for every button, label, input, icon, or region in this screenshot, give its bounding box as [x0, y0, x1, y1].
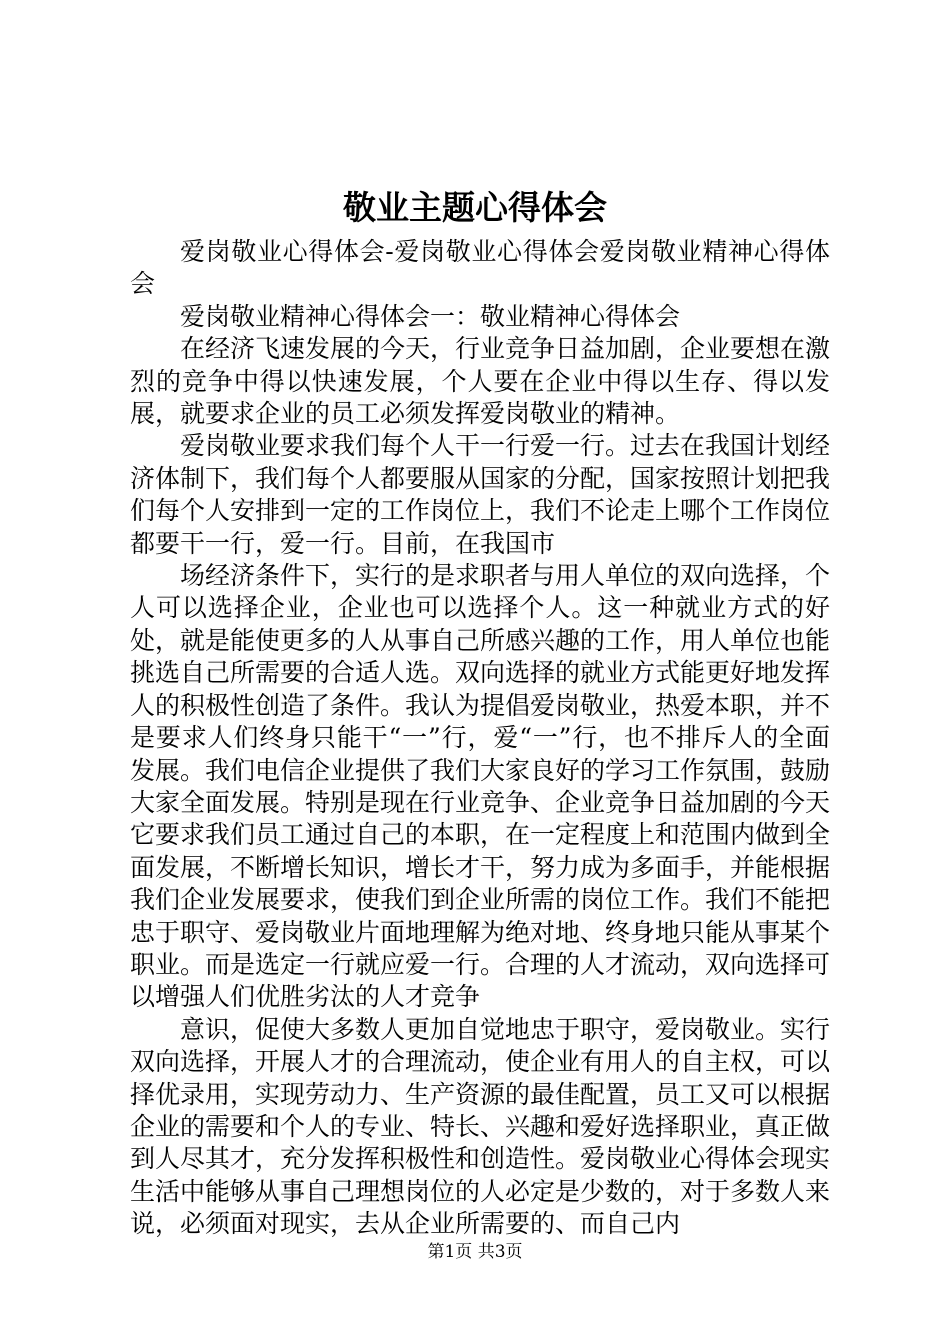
paragraph-6: 意识，促使大多数人更加自觉地忠于职守，爱岗敬业。实行双向选择，开展人才的合理流动，使企业有用人的自主权，可以择优录用，实现劳动力、生产资源的最佳配置，员工又可以根据企业的需要和个人的专业、特长、兴趣和爱好选择职业，真正做到人尽其才，充分发挥积极性和创造性。爱岗敬业心得体会现实生活中能够从事自己理想岗位的人必定是少数的，对于多数人来说，必须面对现实，去从企业所需要的、而自己内 — [130, 1014, 831, 1239]
paragraph-3: 在经济飞速发展的今天，行业竞争日益加剧，企业要想在激烈的竞争中得以快速发展，个人要在企业中得以生存、得以发展，就要求企业的员工必须发挥爱岗敬业的精神。 — [130, 334, 831, 429]
document-body — [130, 236, 830, 1241]
paragraph-1: 爱岗敬业心得体会-爱岗敬业心得体会爱岗敬业精神心得体会 — [130, 237, 830, 299]
paragraph-5: 场经济条件下，实行的是求职者与用人单位的双向选择，个人可以选择企业，企业也可以选择个人。这一种就业方式的好处，就是能使更多的人从事自己所感兴趣的工作，用人单位也能挑选自己所需要的合适人选。双向选择的就业方式能更好地发挥人的积极性创造了条件。我认为提倡爱岗敬业，热爱本职，并不是要求人们终身只能干“一”行，爱“一”行，也不排斥人的全面发展。我们电信企业提供了我们大家良好的学习工作氛围，鼓励大家全面发展。特别是现在行业竞争、企业竞争日益加剧的今天它要求我们员工通过自己的本职，在一定程度上和范围内做到全面发展，不断增长知识，增长才干，努力成为多面手，并能根据我们企业发展要求，使我们到企业所需的岗位工作。我们不能把忠于职守、爱岗敬业片面地理解为绝对地、终身地只能从事某个职业。而是选定一行就应爱一行。合理的人才流动，双向选择可以增强人们优胜劣汰的人才竞争 — [130, 561, 831, 1012]
document-title: 敬业主题心得体会 — [343, 188, 607, 227]
paragraph-4: 爱岗敬业要求我们每个人干一行爱一行。过去在我国计划经济体制下，我们每个人都要服从国家的分配，国家按照计划把我们每个人安排到一定的工作岗位上，我们不论走上哪个工作岗位都要干一行，爱一行。目前，在我国市 — [130, 431, 831, 558]
page-number-footer: 第1页 共3页 — [427, 1242, 523, 1262]
paragraph-2: 爱岗敬业精神心得体会一：敬业精神心得体会 — [180, 301, 681, 331]
